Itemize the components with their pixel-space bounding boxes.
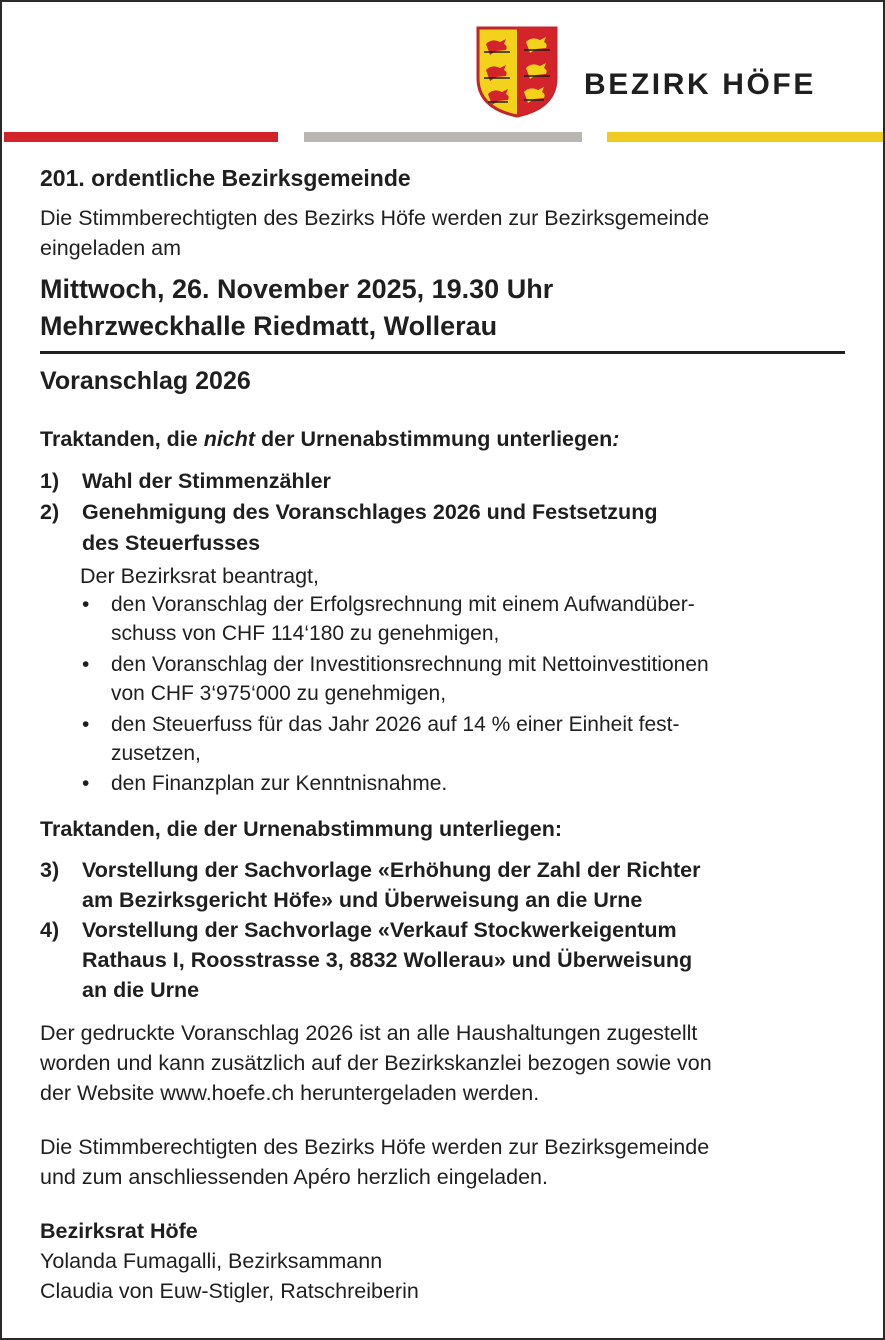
coat-of-arms-icon — [476, 26, 558, 118]
item-number: 4) — [40, 918, 60, 942]
signature-name: Claudia von Euw-Stigler, Ratschreiberin — [40, 1279, 419, 1303]
bullet-text: zusetzen, — [111, 742, 201, 765]
group2-heading: Traktanden, die der Urnenabstimmung unterliegen: — [40, 817, 563, 841]
intro-line-1: Die Stimmberechtigten des Bezirks Höfe werden zur Bezirksgemeinde — [40, 206, 710, 230]
bullet-text: schuss von CHF 114‘180 zu genehmigen, — [111, 622, 500, 645]
proposal-intro: Der Bezirksrat beantragt, — [80, 564, 319, 588]
meeting-date: Mittwoch, 26. November 2025, 19.30 Uhr — [40, 274, 554, 304]
stripe-gray — [304, 132, 582, 142]
item-text: am Bezirksgericht Höfe» und Überweisung an die Urne — [82, 888, 643, 912]
bullet-marker: • — [82, 713, 90, 736]
divider — [40, 351, 845, 354]
invitation-text: und zum anschliessenden Apéro herzlich eingeladen. — [40, 1165, 548, 1189]
intro-line-2: eingeladen am — [40, 236, 182, 260]
bullet-text: von CHF 3‘975‘000 zu genehmigen, — [111, 682, 447, 705]
invitation-text: Die Stimmberechtigten des Bezirks Höfe werden zur Bezirksgemeinde — [40, 1135, 710, 1159]
bullet-text: den Finanzplan zur Kenntnisnahme. — [111, 772, 448, 795]
item-text: Genehmigung des Voranschlages 2026 und Festsetzung — [82, 500, 658, 524]
brand-name: BEZIRK HÖFE — [584, 68, 816, 101]
meeting-venue: Mehrzweckhalle Riedmatt, Wollerau — [40, 311, 498, 341]
item-number: 2) — [40, 500, 60, 524]
signature-title: Bezirksrat Höfe — [40, 1219, 198, 1243]
item-text: Wahl der Stimmenzähler — [82, 469, 331, 493]
closing-text: der Website www.hoefe.ch heruntergeladen werden. — [40, 1081, 540, 1105]
item-text: Rathaus I, Roosstrasse 3, 8832 Wollerau» und Überweisung — [82, 948, 693, 972]
item-text: Vorstellung der Sachvorlage «Verkauf Stockwerkeigentum — [82, 918, 677, 942]
item-text: des Steuerfusses — [82, 531, 261, 555]
stripe-yellow — [607, 132, 883, 142]
bullet-text: den Voranschlag der Investitionsrechnung mit Nettoinvestitionen — [111, 653, 709, 676]
bullet-text: den Voranschlag der Erfolgsrechnung mit einem Aufwandüber- — [111, 593, 695, 616]
assembly-title: 201. ordentliche Bezirksgemeinde — [40, 165, 411, 191]
item-number: 1) — [40, 469, 60, 493]
item-text: Vorstellung der Sachvorlage «Erhöhung der Zahl der Richter — [82, 858, 701, 882]
closing-text: Der gedruckte Voranschlag 2026 ist an alle Haushaltungen zugestellt — [40, 1021, 698, 1045]
group1-heading: Traktanden, die nicht der Urnenabstimmung unterliegen: — [40, 427, 620, 451]
signature-name: Yolanda Fumagalli, Bezirksammann — [40, 1249, 383, 1273]
item-number: 3) — [40, 858, 60, 882]
closing-text: worden und kann zusätzlich auf der Bezirkskanzlei bezogen sowie von — [40, 1051, 712, 1075]
bullet-marker: • — [82, 593, 90, 616]
bullet-text: den Steuerfuss für das Jahr 2026 auf 14 % einer Einheit fest- — [111, 713, 680, 736]
bullet-marker: • — [82, 653, 90, 676]
stripe-red — [4, 132, 278, 142]
section-title: Voranschlag 2026 — [40, 367, 251, 395]
bullet-marker: • — [82, 772, 90, 795]
item-text: an die Urne — [82, 978, 200, 1002]
